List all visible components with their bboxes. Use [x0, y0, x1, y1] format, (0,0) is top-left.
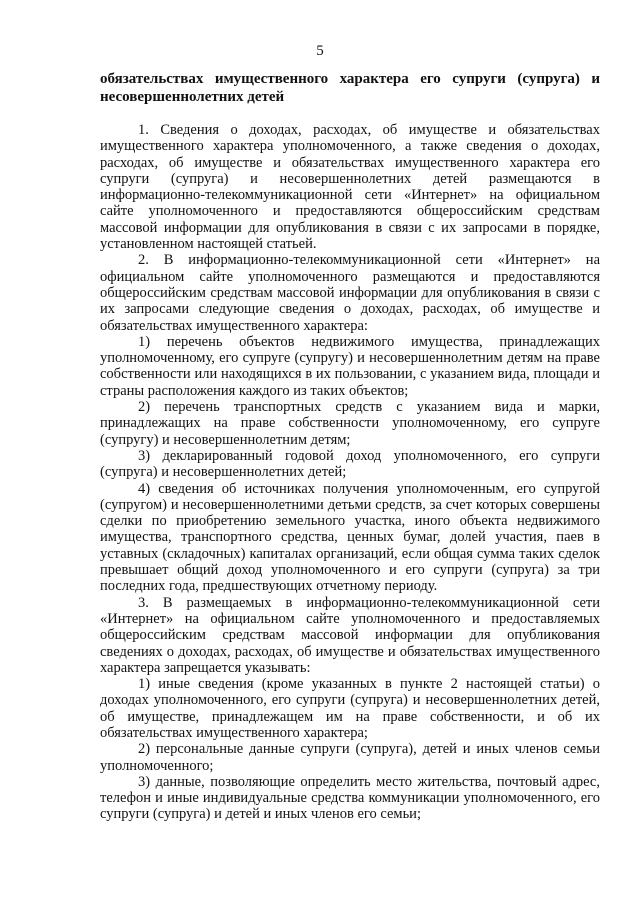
section-heading: обязательствах имущественного характера его супруги (супруга) и несовершеннолетних детей: [100, 71, 600, 105]
paragraph-3: 3. В размещаемых в информационно-телекоммуникационной сети «Интернет» на официальном сайте уполномоченного и предоставляемых общероссийским средствам массовой информации для опубликования сведениях о доходах, расходах, об имуществе и обязательствах имущественного характера запрещается указывать:: [100, 594, 600, 676]
document-body: [100, 122, 600, 823]
prohibited-item-2: 2) персональные данные супруги (супруга), детей и иных членов семьи уполномоченного;: [100, 741, 600, 774]
prohibited-item-3: 3) данные, позволяющие определить место жительства, почтовый адрес, телефон и иные индивидуальные средства коммуникации уполномоченного, его супруги (супруга) и детей и иных членов его семьи;: [100, 773, 600, 823]
list-item-3: 3) декларированный годовой доход уполномоченного, его супруги (супруга) и несовершеннолетних детей;: [100, 447, 600, 481]
page-number: 5: [316, 43, 324, 59]
list-item-2: 2) перечень транспортных средств с указанием вида и марки, принадлежащих на праве собственности уполномоченному, его супруге (супругу) и несовершеннолетним детям;: [100, 399, 600, 448]
prohibited-item-1: 1) иные сведения (кроме указанных в пункте 2 настоящей статьи) о доходах уполномоченного, его супруги (супруга) и несовершеннолетних детей, об имуществе, принадлежащем им на праве собственности, и об их обязательствах имущественного характера;: [100, 676, 600, 741]
paragraph-2: 2. В информационно-телекоммуникационной сети «Интернет» на официальном сайте уполномоченного размещаются и предоставляются общероссийским средствам массовой информации для опубликования в связи с их запросами следующие сведения о доходах, расходах, об имуществе и обязательствах имущественного характера:: [100, 252, 600, 334]
paragraph-1: 1. Сведения о доходах, расходах, об имуществе и обязательствах имущественного характера уполномоченного, а также сведения о доходах, расходах, об имуществе и обязательствах имущественного характера его супруги (супруга) и несовершеннолетних детей размещаются в информационно-телекоммуникационной сети «Интернет» на официальном сайте уполномоченного и предоставляются общероссийским средствам массовой информации для опубликования в связи с их запросами в порядке, установленном настоящей статьей.: [100, 122, 600, 253]
list-item-1: 1) перечень объектов недвижимого имущества, принадлежащих уполномоченному, его супруге (супругу) и несовершеннолетним детям на праве собственности или находящихся в их пользовании, с указанием вида, площади и страны расположения каждого из таких объектов;: [100, 333, 600, 399]
list-item-4: 4) сведения об источниках получения уполномоченным, его супругой (супругом) и несовершеннолетними детьми средств, за счет которых совершены сделки по приобретению земельного участка, иного объекта недвижимого имущества, транспортного средства, ценных бумаг, долей участия, паев в уставных (складочных) капиталах организаций, если общая сумма таких сделок превышает общий доход уполномоченного и его супруги (супруга) за три последних года, предшествующих отчетному периоду.: [100, 480, 600, 595]
